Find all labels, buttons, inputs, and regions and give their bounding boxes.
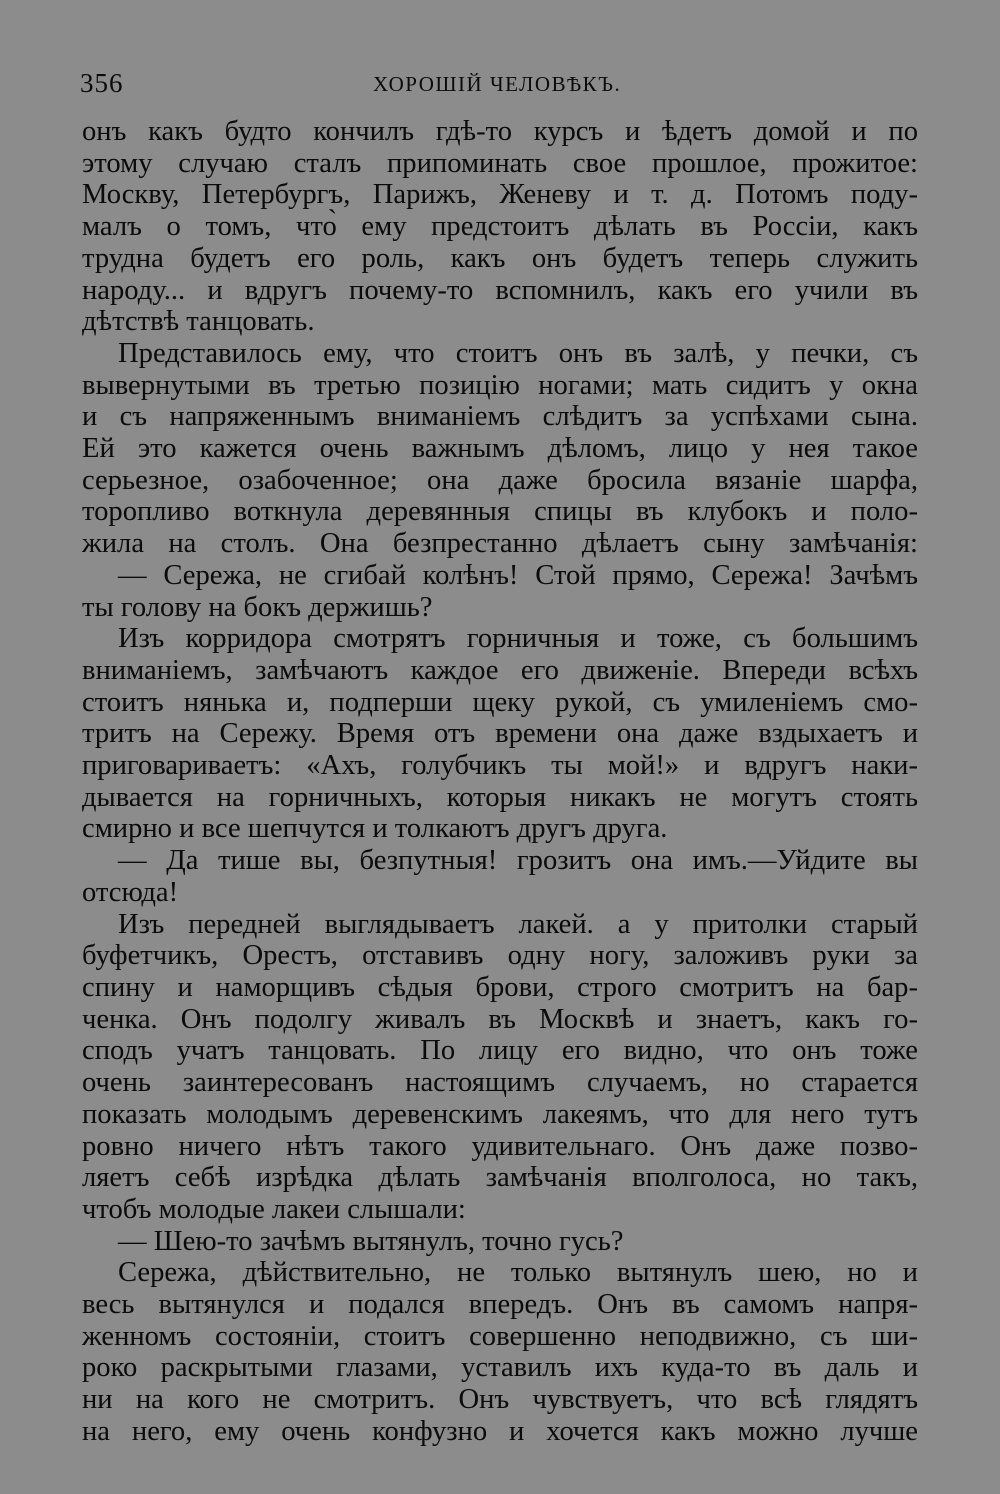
text-line: Ей это кажется очень важнымъ дѣломъ, лицо у нея такое: [82, 433, 918, 465]
text-line: ровно ничего нѣтъ такого удивительнаго. Онъ даже позво-: [82, 1130, 918, 1162]
text-line: весь вытянулся и подался впередъ. Онъ въ самомъ напря-: [82, 1289, 918, 1321]
text-line: Сережа, дѣйствительно, не только вытянулъ шею, но и: [118, 1257, 918, 1289]
text-line: сподъ учатъ танцовать. По лицу его видно, что онъ тоже: [82, 1035, 918, 1067]
text-line: жила на столъ. Она безпрестанно дѣлаетъ сыну замѣчанія:: [82, 528, 918, 560]
text-line: серьезное, озабоченное; она даже бросила вязаніе шарфа,: [82, 464, 918, 496]
text-line: и съ напряженнымъ вниманіемъ слѣдитъ за успѣхами сына.: [82, 401, 918, 433]
text-line: Изъ передней выглядываетъ лакей. а у притолки старый: [118, 908, 918, 940]
text-line: дѣтствѣ танцовать.: [82, 306, 315, 338]
text-line: вниманіемъ, замѣчаютъ каждое его движеніе. Впереди всѣхъ: [82, 654, 918, 686]
running-title: ХОРОШІЙ ЧЕЛОВѢКЪ.: [373, 72, 622, 96]
text-line: Изъ корридора смотрятъ горничныя и тоже, съ большимъ: [118, 623, 918, 655]
text-line: торопливо воткнула деревянныя спицы въ клубокъ и поло-: [82, 496, 918, 528]
page-header: [80, 68, 920, 108]
text-line: ты голову на бокъ держишь?: [82, 591, 433, 623]
text-line: спину и наморщивъ сѣдыя брови, строго смотритъ на бар-: [82, 971, 918, 1003]
text-line: — Да тише вы, безпутныя! грозитъ она имъ.—Уйдите вы: [118, 845, 918, 877]
text-line: показать молодымъ деревенскимъ лакеямъ, что для него тутъ: [82, 1098, 918, 1130]
text-line: этому случаю сталъ припоминать свое прошлое, прожитое:: [82, 147, 918, 179]
text-line: буфетчикъ, Орестъ, отставивъ одну ногу, заложивъ руки за: [82, 940, 918, 972]
text-line: Представилось ему, что стоитъ онъ въ залѣ, у печки, съ: [118, 337, 918, 369]
text-line: женномъ состояніи, стоитъ совершенно неподвижно, съ ши-: [82, 1320, 918, 1352]
text-line: очень заинтересованъ настоящимъ случаемъ, но старается: [82, 1067, 918, 1099]
text-line: ни на кого не смотритъ. Онъ чувствуетъ, что всѣ глядятъ: [82, 1384, 918, 1416]
text-line: малъ о томъ, что̀ ему предстоитъ дѣлать въ Россіи, какъ: [82, 211, 918, 243]
text-line: ляетъ себѣ изрѣдка дѣлать замѣчанія вполголоса, но такъ,: [82, 1162, 918, 1194]
text-line: — Шею-то зачѣмъ вытянулъ, точно гусь?: [118, 1225, 624, 1257]
text-line: стоитъ нянька и, подперши щеку рукой, съ умиленіемъ смо-: [82, 686, 918, 718]
text-line: приговариваетъ: «Ахъ, голубчикъ ты мой!» и вдругъ наки-: [82, 750, 918, 782]
text-line: ченка. Онъ подолгу живалъ въ Москвѣ и знаетъ, какъ го-: [82, 1003, 918, 1035]
text-line: смирно и все шепчутся и толкаютъ другъ друга.: [82, 813, 668, 845]
text-line: тритъ на Сережу. Время отъ времени она даже вздыхаетъ и: [82, 718, 918, 750]
text-line: онъ какъ будто кончилъ гдѣ-то курсъ и ѣдетъ домой и по: [82, 116, 918, 147]
text-line: дывается на горничныхъ, которыя никакъ не могутъ стоять: [82, 781, 918, 813]
text-line: отсюда!: [82, 876, 179, 908]
text-line: трудна будетъ его роль, какъ онъ будетъ теперь служить: [82, 242, 918, 274]
text-line: народу... и вдругъ почему-то вспомнилъ, какъ его учили въ: [82, 274, 918, 306]
text-line: на него, ему очень конфузно и хочется какъ можно лучше: [82, 1415, 918, 1447]
text-line: вывернутыми въ третью позицію ногами; мать сидитъ у окна: [82, 369, 918, 401]
page-number: 356: [80, 68, 124, 98]
text-line: Москву, Петербургъ, Парижъ, Женеву и т. д. Потомъ поду-: [82, 179, 918, 211]
text-line: роко раскрытыми глазами, уставилъ ихъ куда-то въ даль и: [82, 1352, 918, 1384]
body-text: [82, 116, 918, 1448]
text-line: — Сережа, не сгибай колѣнъ! Стой прямо, Сережа! Зачѣмъ: [118, 559, 918, 591]
text-line: чтобъ молодые лакеи слышали:: [82, 1193, 466, 1225]
